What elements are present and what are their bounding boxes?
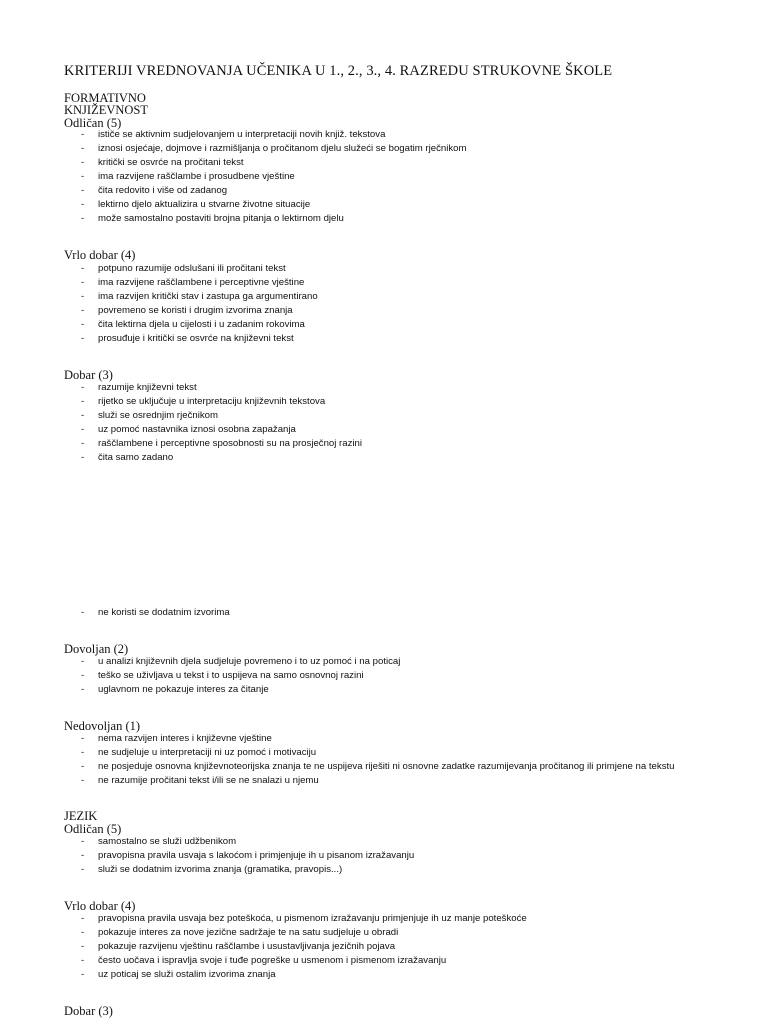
- list-item: - čita redovito i više od zadanog: [81, 185, 228, 196]
- grade-heading-jezik-dobar: Dobar (3): [64, 1004, 113, 1018]
- list-marker: -: [81, 913, 85, 924]
- criteria-list-vrlo-dobar: [81, 262, 318, 346]
- list-marker: -: [81, 836, 85, 847]
- list-marker: -: [81, 171, 85, 182]
- list-marker: -: [81, 333, 85, 344]
- list-item: - može samostalno postaviti brojna pitanja o lektirnom djelu: [81, 213, 344, 224]
- grade-heading-nedovoljan: Nedovoljan (1): [64, 719, 141, 733]
- list-item: - služi se dodatnim izvorima znanja (gramatika, pravopis...): [81, 864, 343, 875]
- list-item: - služi se osrednjim rječnikom: [81, 410, 218, 421]
- list-item: - čita samo zadano: [81, 452, 174, 463]
- criteria-list-odlican: [81, 128, 466, 226]
- list-marker: -: [81, 396, 85, 407]
- list-item: - razumije književni tekst: [81, 382, 197, 393]
- list-marker: -: [81, 733, 85, 744]
- list-marker: -: [81, 129, 85, 140]
- list-item: - ima razvijene raščlambene i perceptivne vještine: [81, 277, 305, 288]
- list-marker: -: [81, 291, 85, 302]
- list-marker: -: [81, 775, 85, 786]
- list-item: - potpuno razumije odslušani ili pročitani tekst: [81, 263, 286, 274]
- list-marker: -: [81, 941, 85, 952]
- list-marker: -: [81, 410, 85, 421]
- list-marker: -: [81, 864, 85, 875]
- list-marker: -: [81, 761, 85, 772]
- list-marker: -: [81, 382, 85, 393]
- list-marker: -: [81, 747, 85, 758]
- list-item: - ne razumije pročitani tekst i/ili se ne snalazi u njemu: [81, 775, 319, 786]
- list-marker: -: [81, 424, 85, 435]
- list-item: - uglavnom ne pokazuje interes za čitanje: [81, 684, 269, 695]
- list-item: - kritički se osvrće na pročitani tekst: [81, 157, 244, 168]
- section-heading-knjizevnost: KNJIŽEVNOST: [64, 103, 149, 117]
- assessment-type: FORMATIVNO: [64, 91, 146, 105]
- list-marker: -: [81, 438, 85, 449]
- list-item: - rijetko se uključuje u interpretaciju književnih tekstova: [81, 396, 326, 407]
- list-marker: -: [81, 213, 85, 224]
- criteria-list-dobar: [81, 381, 362, 465]
- list-item: - teško se uživljava u tekst i to uspijeva na samo osnovnoj razini: [81, 670, 364, 681]
- list-marker: -: [81, 927, 85, 938]
- list-marker: -: [81, 263, 85, 274]
- list-item: - pravopisna pravila usvaja s lakoćom i primjenjuje ih u pisanom izražavanju: [81, 850, 415, 861]
- list-item: - ne koristi se dodatnim izvorima: [81, 607, 230, 618]
- list-item: - ne sudjeluje u interpretaciji ni uz pomoć i motivaciju: [81, 747, 317, 758]
- criteria-list-dobar-extra: [81, 606, 230, 620]
- list-item: - često uočava i ispravlja svoje i tuđe pogreške u usmenom i pismenom izražavanju: [81, 955, 447, 966]
- list-marker: -: [81, 199, 85, 210]
- list-marker: -: [81, 607, 85, 618]
- list-marker: -: [81, 143, 85, 154]
- list-item: - ističe se aktivnim sudjelovanjem u interpretaciji novih knjiž. tekstova: [81, 129, 386, 140]
- list-marker: -: [81, 277, 85, 288]
- list-item: - ima razvijene raščlambe i prosudbene vještine: [81, 171, 295, 182]
- list-item: - u analizi književnih djela sudjeluje povremeno i to uz pomoć i na poticaj: [81, 656, 401, 667]
- list-item: - samostalno se služi udžbenikom: [81, 836, 237, 847]
- list-item: - iznosi osjećaje, dojmove i razmišljanja o pročitanom djelu služeći se bogatim rječnikom: [81, 143, 467, 154]
- list-item: - lektirno djelo aktualizira u stvarne životne situacije: [81, 199, 311, 210]
- list-item: - čita lektirna djela u cijelosti i u zadanim rokovima: [81, 319, 305, 330]
- criteria-list-nedovoljan: [81, 732, 675, 788]
- list-marker: -: [81, 185, 85, 196]
- list-item: - ima razvijen kritički stav i zastupa ga argumentirano: [81, 291, 318, 302]
- list-item: - pokazuje razvijenu vještinu raščlambe i usustavljivanja jezičnih pojava: [81, 941, 396, 952]
- criteria-list-jezik-vrlo-dobar: [81, 912, 527, 982]
- list-marker: -: [81, 850, 85, 861]
- criteria-list-jezik-odlican: [81, 835, 414, 877]
- list-item: - pravopisna pravila usvaja bez poteškoća, u pismenom izražavanju primjenjuje ih uz manje poteškoće: [81, 913, 527, 924]
- grade-heading-dovoljan: Dovoljan (2): [64, 642, 129, 656]
- grade-heading-jezik-odlican: Odličan (5): [64, 822, 122, 836]
- list-marker: -: [81, 157, 85, 168]
- list-marker: -: [81, 305, 85, 316]
- grade-heading-vrlo-dobar: Vrlo dobar (4): [64, 248, 136, 262]
- list-marker: -: [81, 319, 85, 330]
- document-title: KRITERIJI VREDNOVANJA UČENIKA U 1., 2., 3., 4. RAZREDU STRUKOVNE ŠKOLE: [64, 63, 613, 79]
- criteria-list-dovoljan: [81, 655, 400, 697]
- list-item: - povremeno se koristi i drugim izvorima znanja: [81, 305, 293, 316]
- list-marker: -: [81, 452, 85, 463]
- list-marker: -: [81, 955, 85, 966]
- list-marker: -: [81, 656, 85, 667]
- list-item: - nema razvijen interes i književne vještine: [81, 733, 272, 744]
- section-heading-jezik: JEZIK: [64, 809, 98, 823]
- list-marker: -: [81, 670, 85, 681]
- grade-heading-dobar: Dobar (3): [64, 368, 113, 382]
- grade-heading-odlican: Odličan (5): [64, 116, 122, 130]
- list-item: - raščlambene i perceptivne sposobnosti su na prosječnoj razini: [81, 438, 362, 449]
- list-item: - uz pomoć nastavnika iznosi osobna zapažanja: [81, 424, 296, 435]
- list-item: - pokazuje interes za nove jezične sadržaje te na satu sudjeluje u obradi: [81, 927, 399, 938]
- list-marker: -: [81, 684, 85, 695]
- list-item: - ne posjeduje osnovna književnoteorijska znanja te ne uspijeva riješiti ni osnovne zadatke razumijevanja pročitanog ili primjene na tekstu: [81, 761, 675, 772]
- list-item: - prosuđuje i kritički se osvrće na književni tekst: [81, 333, 294, 344]
- list-marker: -: [81, 969, 85, 980]
- grade-heading-jezik-vrlo-dobar: Vrlo dobar (4): [64, 899, 136, 913]
- list-item: - uz poticaj se služi ostalim izvorima znanja: [81, 969, 276, 980]
